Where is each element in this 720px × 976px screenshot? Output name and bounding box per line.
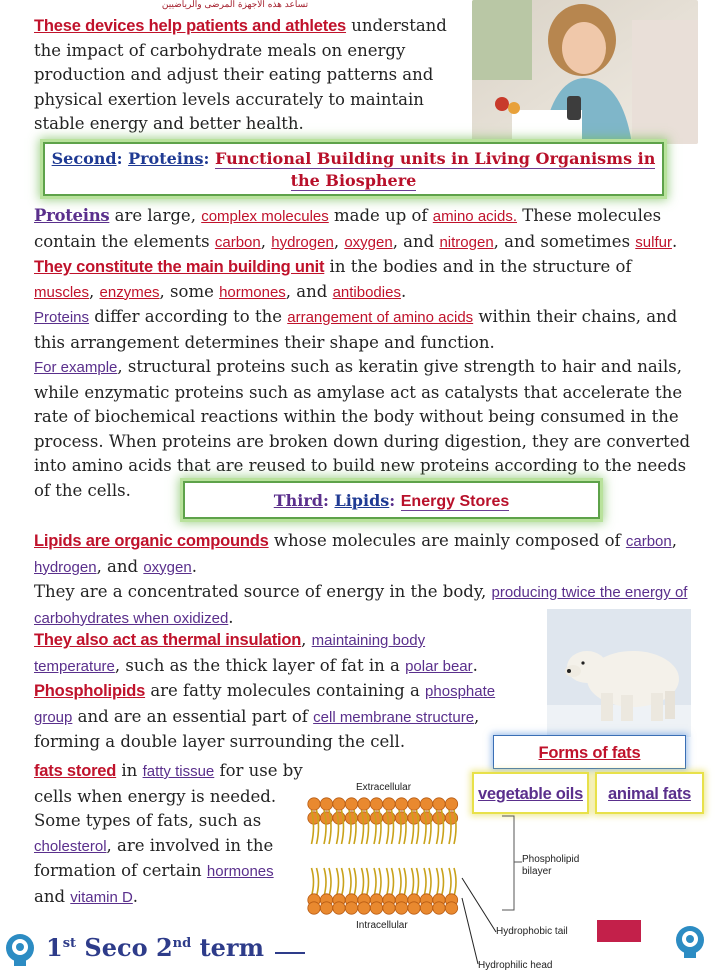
hydrophobic-tail bbox=[449, 810, 451, 844]
hydrophilic-head bbox=[333, 798, 345, 810]
hydrophobic-tail bbox=[337, 868, 339, 896]
hydrophilic-head bbox=[445, 902, 457, 914]
hydrophobic-tail bbox=[312, 810, 314, 844]
lipids-paragraph-5: fats stored in fatty tissue for use by cells when energy is needed. bbox=[34, 761, 303, 806]
hydrophobic-tail bbox=[392, 868, 394, 896]
lipids-heading-box: Third: Lipids: Energy Stores bbox=[183, 481, 600, 519]
heading-third-subtitle: Energy Stores bbox=[400, 493, 510, 510]
hydrophilic-head bbox=[345, 798, 357, 810]
hydrophobic-tail bbox=[342, 868, 344, 896]
proteins-heading-box: Second: Proteins: Functional Building units in Living Organisms in the Biosphere bbox=[43, 142, 664, 196]
hydrophobic-tail bbox=[367, 868, 369, 896]
hydrophobic-tail bbox=[379, 868, 381, 896]
hydrophobic-tail bbox=[374, 868, 376, 896]
hydrophilic-head bbox=[320, 798, 332, 810]
hydrophobic-tail bbox=[374, 810, 376, 844]
hydrophilic-head bbox=[370, 798, 382, 810]
hydrophobic-tail bbox=[399, 868, 401, 896]
intro-highlight: These devices help patients and athletes bbox=[34, 17, 347, 35]
hydrophobic-tail bbox=[429, 810, 431, 844]
hydrophobic-tail bbox=[424, 868, 426, 896]
intracellular-label: Intracellular bbox=[356, 920, 408, 931]
lipids-paragraph-2: They are a concentrated source of energy in the body, producing twice the energy of carbohydrates when oxidized. bbox=[34, 582, 688, 627]
hydrophobic-tail bbox=[379, 810, 381, 844]
hydrophobic-tail bbox=[412, 810, 414, 844]
heading-third-ordinal: Third bbox=[273, 491, 323, 510]
hydrophilic-head bbox=[358, 902, 370, 914]
hydrophobic-tail bbox=[342, 810, 344, 844]
term-label: 1st Seco 2nd term bbox=[46, 933, 264, 962]
hydrophobic-tail-label: Hydrophobic tail bbox=[496, 926, 568, 937]
hydrophilic-head bbox=[420, 902, 432, 914]
hydrophobic-tail bbox=[417, 868, 419, 896]
proteins-section bbox=[34, 204, 694, 503]
hydrophobic-tail bbox=[324, 810, 326, 844]
phospholipid-bilayer-graphic bbox=[306, 796, 466, 918]
animal-fats-box bbox=[595, 772, 704, 814]
hydrophilic-head bbox=[370, 902, 382, 914]
forms-of-fats-box bbox=[493, 735, 686, 769]
hydrophobic-tail bbox=[454, 868, 456, 896]
hydrophilic-head bbox=[358, 798, 370, 810]
intro-paragraph bbox=[34, 14, 454, 137]
hydrophobic-tail bbox=[437, 810, 439, 844]
hydrophobic-tail bbox=[442, 868, 444, 896]
hydrophobic-tail bbox=[454, 810, 456, 844]
hydrophobic-tail bbox=[312, 868, 314, 896]
label-lines bbox=[460, 868, 500, 968]
cell-membrane-diagram bbox=[300, 778, 600, 976]
hydrophobic-tail bbox=[337, 810, 339, 844]
hydrophobic-tail bbox=[442, 810, 444, 844]
extracellular-label: Extracellular bbox=[356, 782, 412, 793]
footer-rule bbox=[275, 952, 305, 954]
hydrophobic-tail bbox=[424, 810, 426, 844]
hydrophobic-tail bbox=[417, 810, 419, 844]
hydrophobic-tail bbox=[362, 810, 364, 844]
hydrophobic-tail bbox=[392, 810, 394, 844]
proteins-paragraph-3: For example, structural proteins such as keratin give strength to hair and nails, while enzymatic proteins such as amylase act as catalysts that accelerate the rate of biochemical reactions within the body without being consumed in the process. When proteins are broken down during digestion, they are converted into amino acids that are reused to build new proteins according to the needs of the cells. bbox=[34, 357, 691, 500]
hydrophilic-head bbox=[308, 902, 320, 914]
forms-of-fats-title: Forms of fats bbox=[538, 744, 641, 762]
hydrophilic-head bbox=[320, 902, 332, 914]
heading-second-ordinal: Second bbox=[51, 149, 117, 168]
lipids-paragraph-4: Phospholipids are fatty molecules containing a phosphate group and are an essential part of cell membrane structure, forming a double layer surrounding the cell. bbox=[34, 681, 496, 751]
hydrophobic-tail bbox=[412, 868, 414, 896]
hydrophobic-tail bbox=[429, 868, 431, 896]
polar-bear-photo bbox=[547, 609, 691, 737]
vegetable-oils-label: vegetable oils bbox=[478, 785, 583, 803]
girl-with-glucose-monitor-photo bbox=[472, 0, 698, 144]
hydrophilic-head bbox=[395, 902, 407, 914]
hydrophobic-tail bbox=[354, 810, 356, 844]
hydrophobic-tail bbox=[449, 868, 451, 896]
hydrophilic-head bbox=[383, 798, 395, 810]
hydrophobic-tail bbox=[404, 810, 406, 844]
heading-third-topic: Lipids bbox=[334, 491, 390, 510]
hydrophilic-head bbox=[395, 798, 407, 810]
lipids-section-bottom bbox=[34, 759, 304, 910]
proteins-paragraph-2: Proteins differ according to the arrangement of amino acids within their chains, and this arrangement determines their shape and function. bbox=[34, 307, 678, 352]
brain-logo-icon-right bbox=[672, 924, 708, 960]
hydrophobic-tail bbox=[317, 810, 319, 844]
hydrophobic-tail bbox=[324, 868, 326, 896]
hydrophobic-tail bbox=[349, 810, 351, 844]
red-tag-decoration bbox=[597, 920, 641, 942]
top-header-strip: تساعد هذه الأجهزة المرضى والرياضيين bbox=[161, 0, 309, 10]
lipids-paragraph-3: They also act as thermal insulation, maintaining body temperature, such as the thick layer of fat in a polar bear. bbox=[34, 630, 478, 675]
hydrophilic-head bbox=[408, 902, 420, 914]
hydrophobic-tail bbox=[399, 810, 401, 844]
heading-second-topic: Proteins bbox=[128, 149, 204, 168]
hydrophilic-head bbox=[420, 798, 432, 810]
hydrophobic-tail bbox=[354, 868, 356, 896]
hydrophilic-head bbox=[408, 798, 420, 810]
hydrophilic-head bbox=[345, 902, 357, 914]
hydrophobic-tail bbox=[349, 868, 351, 896]
hydrophobic-tail bbox=[387, 868, 389, 896]
lipids-paragraph-6: Some types of fats, such as cholesterol, are involved in the formation of certain hormones and vitamin D. bbox=[34, 811, 274, 906]
hydrophobic-tail bbox=[367, 810, 369, 844]
intro-text: understand the impact of carbohydrate meals on energy production and adjust their eating patterns and physical exertion levels accurately to maintain stable energy and better health. bbox=[34, 16, 447, 133]
hydrophilic-head bbox=[308, 798, 320, 810]
animal-fats-label: animal fats bbox=[608, 785, 691, 803]
hydrophobic-tail bbox=[329, 810, 331, 844]
hydrophobic-tail bbox=[404, 868, 406, 896]
phospholipid-bilayer-label: Phospholipid bilayer bbox=[522, 854, 580, 877]
lipids-section-mid bbox=[34, 628, 504, 755]
heading-second-subtitle: Functional Building units in Living Organisms in the Biosphere bbox=[214, 149, 656, 190]
hydrophobic-tail bbox=[437, 868, 439, 896]
proteins-paragraph-1: Proteins are large, complex molecules made up of amino acids. These molecules contain the elements carbon, hydrogen, oxygen, and nitrogen, and sometimes sulfur. They constitute the main building unit in the bodies and in the structure of muscles, enzymes, some hormones, and antibodies. bbox=[34, 206, 678, 301]
hydrophobic-tail bbox=[387, 810, 389, 844]
hydrophilic-head bbox=[445, 798, 457, 810]
lipids-paragraph-1: Lipids are organic compounds whose molecules are mainly composed of carbon, hydrogen, and oxygen. bbox=[34, 531, 677, 576]
hydrophobic-tail bbox=[317, 868, 319, 896]
hydrophobic-tail bbox=[329, 868, 331, 896]
hydrophobic-tail bbox=[362, 868, 364, 896]
hydrophilic-head bbox=[433, 902, 445, 914]
hydrophilic-head bbox=[433, 798, 445, 810]
brain-logo-icon bbox=[2, 932, 38, 968]
hydrophilic-head bbox=[383, 902, 395, 914]
hydrophilic-head-label: Hydrophilic head bbox=[478, 960, 553, 971]
hydrophilic-head bbox=[333, 902, 345, 914]
